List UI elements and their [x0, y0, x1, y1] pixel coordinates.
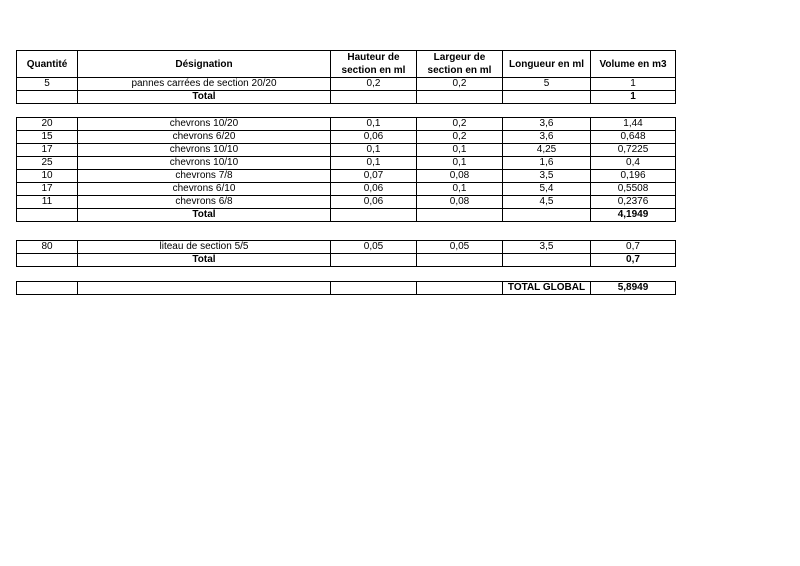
cell-largeur: 0,05 — [417, 241, 503, 254]
cell-longueur: 3,5 — [503, 241, 591, 254]
cell-empty — [331, 91, 417, 104]
total-row — [17, 91, 676, 104]
cell-qty: 17 — [17, 144, 78, 157]
cell-empty — [17, 209, 78, 222]
header-volume: Volume en m3 — [591, 51, 676, 78]
cell-longueur: 5,4 — [503, 183, 591, 196]
cell-volume: 1 — [591, 78, 676, 91]
cell-empty — [503, 254, 591, 267]
header-row — [17, 51, 676, 78]
cell-volume: 0,5508 — [591, 183, 676, 196]
cell-longueur: 5 — [503, 78, 591, 91]
cell-hauteur: 0,1 — [331, 144, 417, 157]
total-label: Total — [78, 91, 331, 104]
cell-hauteur: 0,06 — [331, 131, 417, 144]
cell-empty — [417, 91, 503, 104]
header-designation: Désignation — [78, 51, 331, 78]
cell-empty — [417, 282, 503, 295]
total-value: 1 — [591, 91, 676, 104]
table-row — [17, 144, 676, 157]
table-row — [17, 183, 676, 196]
header-largeur: Largeur de section en ml — [417, 51, 503, 78]
cell-empty — [78, 282, 331, 295]
global-total-label: TOTAL GLOBAL — [503, 282, 591, 295]
cell-volume: 0,7 — [591, 241, 676, 254]
cell-volume: 0,7225 — [591, 144, 676, 157]
cell-empty — [503, 209, 591, 222]
cell-largeur: 0,1 — [417, 144, 503, 157]
rafters-table — [16, 117, 676, 222]
table-row — [17, 157, 676, 170]
purlins-table — [16, 50, 676, 104]
cell-hauteur: 0,2 — [331, 78, 417, 91]
cell-designation: chevrons 6/20 — [78, 131, 331, 144]
cell-qty: 5 — [17, 78, 78, 91]
cell-longueur: 4,25 — [503, 144, 591, 157]
cell-empty — [331, 254, 417, 267]
global-total-row — [17, 282, 676, 295]
table-row — [17, 131, 676, 144]
global-total-value: 5,8949 — [591, 282, 676, 295]
cell-largeur: 0,1 — [417, 183, 503, 196]
table-row — [17, 170, 676, 183]
cell-qty: 25 — [17, 157, 78, 170]
cell-longueur: 3,6 — [503, 118, 591, 131]
cell-hauteur: 0,06 — [331, 183, 417, 196]
cell-longueur: 1,6 — [503, 157, 591, 170]
cell-designation: chevrons 10/10 — [78, 157, 331, 170]
table-row — [17, 78, 676, 91]
cell-empty — [417, 209, 503, 222]
header-quantite: Quantité — [17, 51, 78, 78]
global-total-table — [16, 281, 676, 295]
cell-longueur: 3,5 — [503, 170, 591, 183]
cell-volume: 1,44 — [591, 118, 676, 131]
cell-largeur: 0,08 — [417, 170, 503, 183]
table-row — [17, 241, 676, 254]
cell-hauteur: 0,05 — [331, 241, 417, 254]
header-hauteur: Hauteur de section en ml — [331, 51, 417, 78]
cell-hauteur: 0,1 — [331, 157, 417, 170]
cell-empty — [417, 254, 503, 267]
cell-empty — [503, 91, 591, 104]
cell-qty: 20 — [17, 118, 78, 131]
cell-designation: liteau de section 5/5 — [78, 241, 331, 254]
cell-largeur: 0,2 — [417, 118, 503, 131]
total-value: 4,1949 — [591, 209, 676, 222]
cell-volume: 0,648 — [591, 131, 676, 144]
cell-largeur: 0,1 — [417, 157, 503, 170]
cell-largeur: 0,2 — [417, 131, 503, 144]
cell-largeur: 0,2 — [417, 78, 503, 91]
cell-designation: chevrons 10/20 — [78, 118, 331, 131]
cell-designation: chevrons 7/8 — [78, 170, 331, 183]
cell-hauteur: 0,07 — [331, 170, 417, 183]
cell-hauteur: 0,1 — [331, 118, 417, 131]
table-row — [17, 196, 676, 209]
cell-qty: 11 — [17, 196, 78, 209]
total-label: Total — [78, 209, 331, 222]
cell-qty: 17 — [17, 183, 78, 196]
cell-empty — [17, 254, 78, 267]
cell-volume: 0,196 — [591, 170, 676, 183]
cell-designation: chevrons 6/10 — [78, 183, 331, 196]
battens-table — [16, 240, 676, 267]
cell-volume: 0,2376 — [591, 196, 676, 209]
cell-designation: pannes carrées de section 20/20 — [78, 78, 331, 91]
cell-longueur: 4,5 — [503, 196, 591, 209]
cell-empty — [331, 209, 417, 222]
total-row — [17, 254, 676, 267]
cell-volume: 0,4 — [591, 157, 676, 170]
cell-empty — [17, 282, 78, 295]
cell-empty — [331, 282, 417, 295]
cell-designation: chevrons 6/8 — [78, 196, 331, 209]
cell-qty: 15 — [17, 131, 78, 144]
header-longueur: Longueur en ml — [503, 51, 591, 78]
table-row — [17, 118, 676, 131]
cell-longueur: 3,6 — [503, 131, 591, 144]
total-label: Total — [78, 254, 331, 267]
total-value: 0,7 — [591, 254, 676, 267]
total-row — [17, 209, 676, 222]
cell-largeur: 0,08 — [417, 196, 503, 209]
cell-qty: 10 — [17, 170, 78, 183]
cell-designation: chevrons 10/10 — [78, 144, 331, 157]
cell-empty — [17, 91, 78, 104]
cell-qty: 80 — [17, 241, 78, 254]
cell-hauteur: 0,06 — [331, 196, 417, 209]
